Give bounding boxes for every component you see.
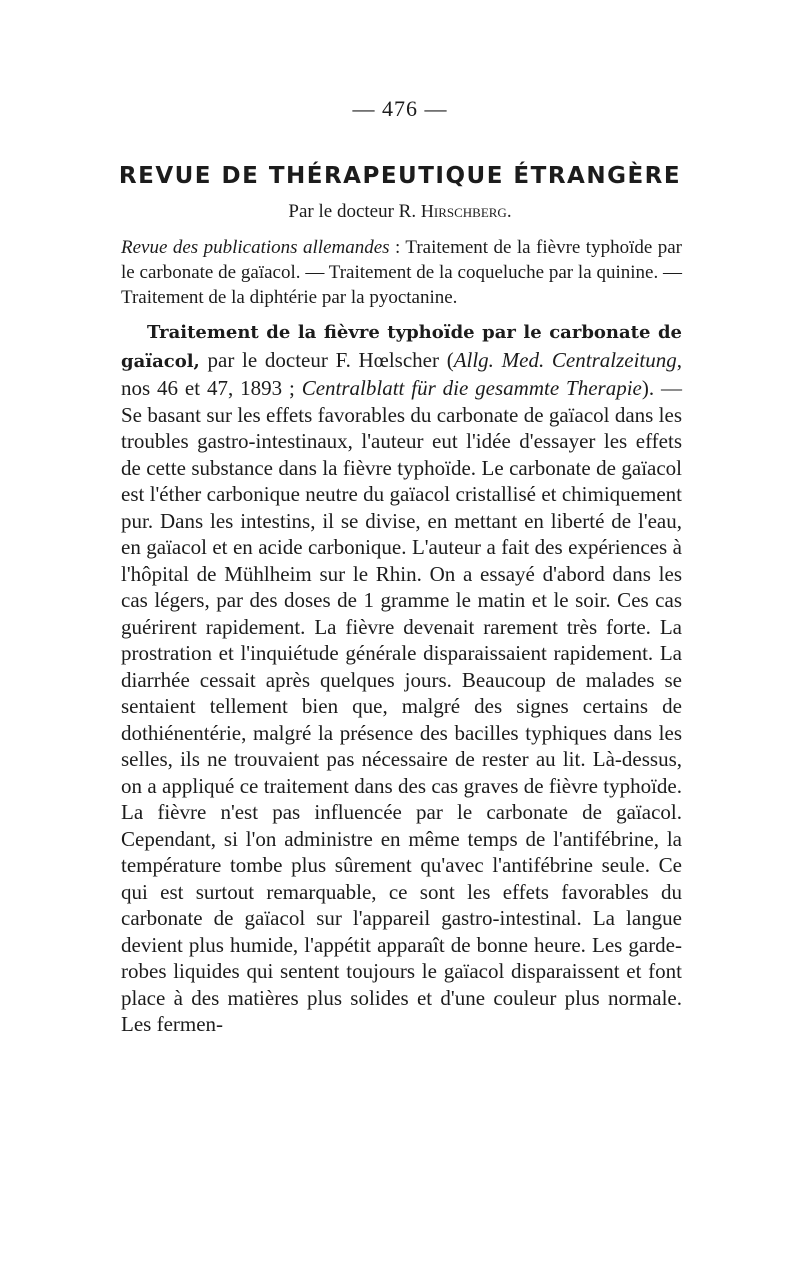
byline	[0, 201, 800, 223]
summary-label: Revue des publications allemandes	[121, 237, 390, 258]
article-ref-mid: , nos 46 et 47, 1893 ;	[121, 347, 682, 400]
byline-prefix: Par le docteur R.	[288, 201, 421, 222]
section-title: REVUE DE THÉRAPEUTIQUE ÉTRANGÈRE	[118, 163, 682, 189]
byline-suffix: .	[506, 201, 512, 222]
article-body: Se basant sur les effets favorables du carbonate de gaïacol dans les troubles gastro-intestinaux, l'auteur eut l'idée d'essayer les effets de cette substance dans la fièvre typhoïde. Le carbonate de gaïacol est l'éther carbonique neutre du gaïacol cristallisé et chimiquement pur. Dans les intestins, il se divise, en mettant en liberté de l'eau, en gaïacol et en acide carbonique. L'auteur a fait des expériences à l'hôpital de Mühlheim sur le Rhin. On a essayé d'abord dans les cas légers, par des doses de 1 gramme le matin et le soir. Ces cas guérirent rapidement. La fièvre devenait rarement très forte. La prostration et l'inquiétude générale disparaissaient rapidement. La diarrhée cessait après quelques jours. Beaucoup de malades se sentaient tellement bien que, malgré des signes certains de dothiénentérie, malgré la présence des bacilles typhiques dans les selles, ils ne trouvaient pas nécessaire de rester au lit. Là-dessus, on a appliqué ce traitement dans des cas graves de fièvre typhoïde. La fièvre n'est pas influencée par le carbonate de gaïacol. Cependant, si l'on administre en même temps de l'antifébrine, la température tombe plus sûrement qu'avec l'antifébrine seule. Ce qui est surtout remarquable, ce sont les effets favorables du carbonate de gaïacol sur l'appareil gastro-intestinal. La langue devient plus humide, l'appétit apparaît de bonne heure. Les garde-robes liquides qui sentent toujours le gaïacol disparaissent et font place à des matières plus solides et d'une couleur plus normale. Les fermen-	[121, 402, 682, 1036]
article-source-2: Centralblatt für die gesammte Therapie	[301, 376, 642, 400]
page-number: — 476 —	[352, 96, 448, 121]
article-paragraph	[121, 318, 682, 1038]
article-intro: par le docteur F. Hœlscher (	[199, 347, 454, 372]
article-ref-end: ). —	[641, 376, 682, 400]
summary-text: : Traitement de la fièvre typhoïde par le carbonate de gaïacol. — Traitement de la coqueluche par la quinine. — Traitement de la diphtérie par la pyoctanine.	[121, 237, 683, 308]
summary-paragraph	[121, 235, 682, 310]
article-heading: Traitement de la fièvre typhoïde par le carbonate de gaïacol,	[121, 322, 682, 372]
article-source-1: Allg. Med. Centralzeitung	[453, 347, 677, 372]
byline-author: Hirschberg	[420, 201, 507, 221]
